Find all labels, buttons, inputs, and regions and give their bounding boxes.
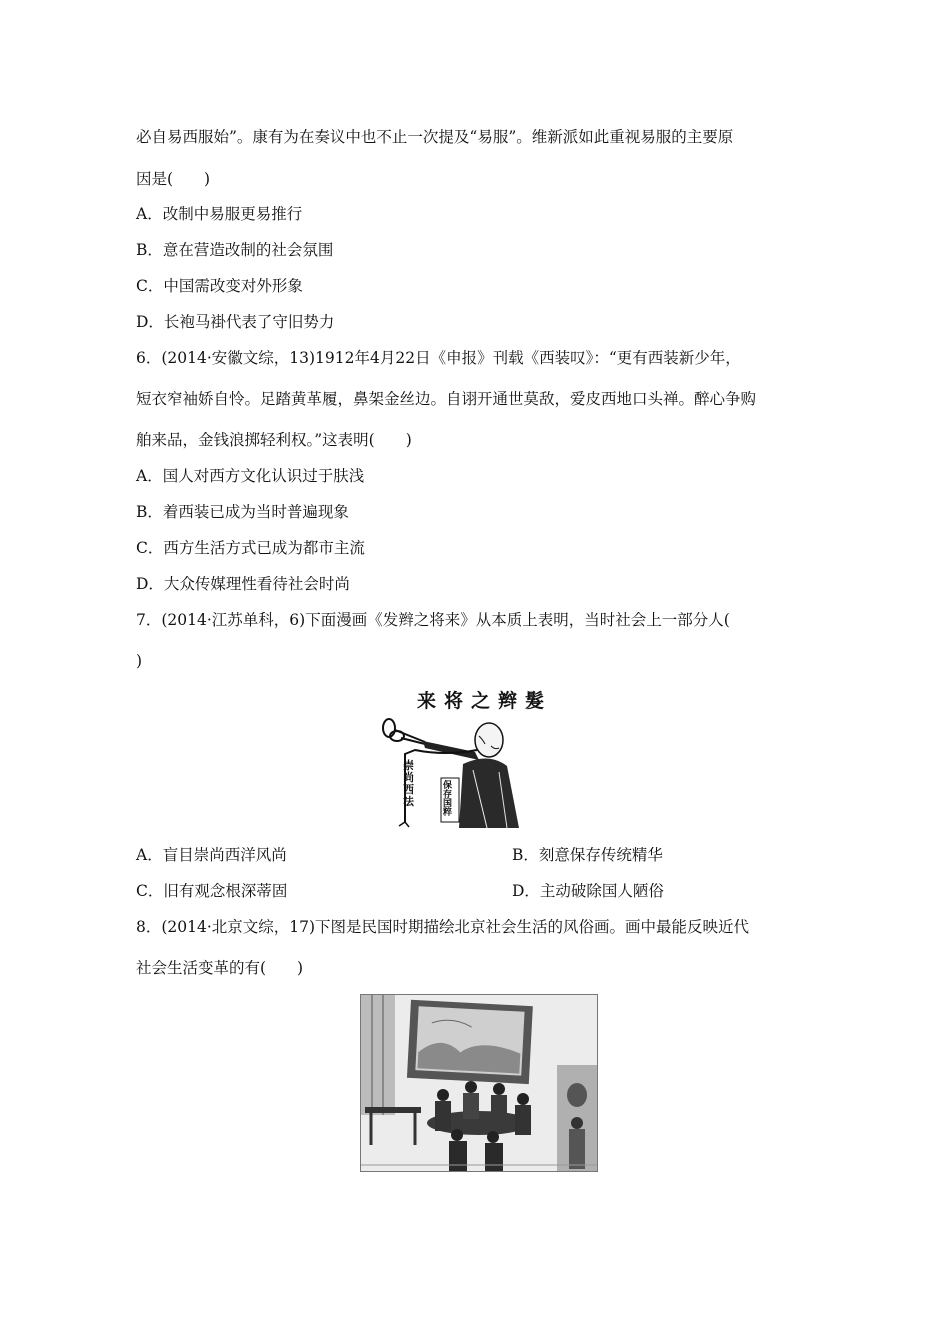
q5-option-a: A．改制中易服更易推行 (136, 205, 303, 223)
cartoon-label-right: 保存国粹 (443, 781, 453, 818)
q5-option-d: D．长袍马褂代表了守旧势力 (136, 313, 335, 331)
line-1: 必自易西服始”。康有为在奏议中也不止一次提及“易服”。维新派如此重视易服的主要原 (136, 128, 734, 146)
folk-painting-image (360, 994, 598, 1172)
q8-line-2: 社会生活变革的有( ) (136, 959, 304, 977)
q6-line-3: 舶来品，金钱浪掷轻利权。”这表明( ) (136, 431, 412, 449)
cartoon-label-left: 崇尚西法 (403, 759, 414, 808)
q7-option-b: B．刻意保存传统精华 (512, 846, 663, 864)
painting-drawing (361, 995, 597, 1171)
q6-option-a: A．国人对西方文化认识过于肤浅 (136, 467, 365, 485)
q8-line-1: 8．(2014·北京文综，17)下图是民国时期描绘北京社会生活的风俗画。画中最能反映近代 (136, 918, 750, 936)
q7-line-2: ) (136, 652, 143, 670)
q7-line-1: 7．(2014·江苏单科，6)下面漫画《发辫之将来》从本质上表明，当时社会上一部分人( (136, 611, 730, 629)
q6-option-b: B．着西装已成为当时普遍现象 (136, 503, 349, 521)
q6-option-d: D．大众传媒理性看待社会时尚 (136, 575, 350, 593)
q5-option-b: B．意在营造改制的社会氛围 (136, 241, 334, 259)
q7-option-c: C．旧有观念根深蒂固 (136, 882, 288, 900)
q5-option-c: C．中国需改变对外形象 (136, 277, 303, 295)
line-2: 因是( ) (136, 170, 211, 188)
q7-option-a: A．盲目崇尚西洋风尚 (136, 846, 287, 864)
cartoon-image (375, 686, 575, 828)
q7-option-d: D．主动破除国人陋俗 (512, 882, 664, 900)
q6-line-2: 短衣窄袖娇自怜。足踏黄革履，鼻架金丝边。自诩开通世莫敌，爱皮西地口头禅。醉心争购 (136, 390, 757, 408)
cartoon-title: 来将之辫髮 (416, 690, 552, 712)
q6-line-1: 6．(2014·安徽文综，13)1912年4月22日《申报》刊载《西装叹》：“更有西装新少年， (136, 349, 741, 367)
q6-option-c: C．西方生活方式已成为都市主流 (136, 539, 365, 557)
